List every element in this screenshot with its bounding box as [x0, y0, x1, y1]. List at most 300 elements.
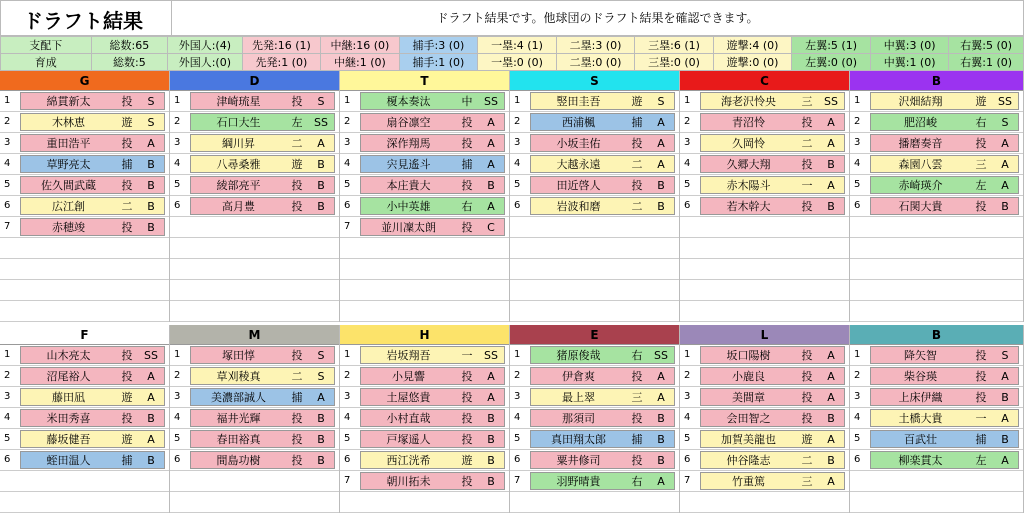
player-row: [510, 238, 679, 259]
player-position: 投: [801, 158, 813, 171]
player-name: 美濃部誠人: [211, 391, 266, 404]
player-rank: B: [487, 454, 495, 467]
player-card[interactable]: [530, 451, 675, 469]
pick-number: 3: [0, 133, 20, 153]
player-position: 二: [801, 137, 813, 150]
player-position: 一: [461, 349, 473, 362]
player-rank: A: [827, 475, 835, 488]
player-rank: A: [487, 370, 495, 383]
player-name: 佐久間武蔵: [41, 179, 96, 192]
player-card[interactable]: [20, 409, 165, 427]
player-row: [850, 196, 1023, 217]
player-rank: A: [657, 158, 665, 171]
pick-number: 6: [340, 196, 360, 216]
player-rank: B: [657, 200, 665, 213]
pick-number: 3: [510, 133, 530, 153]
player-row: [510, 471, 679, 492]
player-rank: S: [1001, 349, 1009, 362]
player-position: 投: [121, 412, 133, 425]
player-name: 田近啓人: [556, 179, 601, 192]
stats-row: [1, 37, 1024, 54]
player-rank: B: [317, 179, 325, 192]
player-rank: B: [147, 200, 155, 213]
player-position: 三: [801, 475, 813, 488]
player-card[interactable]: [360, 113, 505, 131]
player-card[interactable]: [360, 388, 505, 406]
player-card[interactable]: [700, 367, 845, 385]
player-position: 投: [121, 370, 133, 383]
player-rank: A: [657, 370, 665, 383]
pick-number: 5: [680, 175, 700, 195]
player-name: 仲谷隆志: [726, 454, 771, 467]
player-row: [850, 471, 1023, 492]
player-row: [850, 408, 1023, 429]
player-card[interactable]: [360, 155, 505, 173]
player-row: [850, 280, 1023, 301]
player-rank: A: [1001, 454, 1009, 467]
player-position: 遊: [121, 391, 133, 404]
pick-number: 1: [0, 91, 20, 111]
player-name: 草刈稜真: [216, 370, 261, 383]
player-card[interactable]: [20, 430, 165, 448]
player-name: 藤坂健吾: [46, 433, 91, 446]
player-card[interactable]: [700, 472, 845, 490]
pick-number: 1: [850, 345, 870, 365]
player-position: 投: [631, 412, 643, 425]
player-row: [680, 366, 849, 387]
player-rank: A: [487, 200, 495, 213]
player-position: 投: [801, 349, 813, 362]
player-card[interactable]: [530, 197, 675, 215]
player-row: [680, 450, 849, 471]
team-header[interactable]: S: [510, 71, 679, 91]
player-name: 加賀美龍也: [721, 433, 776, 446]
player-card[interactable]: [360, 472, 505, 490]
player-card[interactable]: [360, 409, 505, 427]
player-card[interactable]: [360, 367, 505, 385]
player-name: 米田秀喜: [46, 412, 91, 425]
player-name: 赤穂竣: [52, 221, 85, 234]
player-row: [0, 238, 169, 259]
player-name: 石関大貴: [898, 200, 943, 213]
player-card[interactable]: [700, 430, 845, 448]
stats-cell: 外国人:(4): [168, 37, 243, 54]
player-card[interactable]: [530, 388, 675, 406]
player-rank: S: [317, 95, 325, 108]
pick-number: 2: [0, 112, 20, 132]
player-position: 投: [121, 179, 133, 192]
player-position: 一: [975, 412, 987, 425]
player-rank: B: [827, 412, 835, 425]
player-rank: A: [147, 137, 155, 150]
player-row: [170, 408, 339, 429]
player-rank: A: [1001, 370, 1009, 383]
player-card[interactable]: [530, 92, 675, 110]
player-rank: B: [657, 412, 665, 425]
pick-number: 4: [680, 408, 700, 428]
player-card[interactable]: [530, 472, 675, 490]
player-name: 岩波和磨: [556, 200, 601, 213]
player-name: 藤田凪: [52, 391, 85, 404]
player-name: 久郷大翔: [726, 158, 771, 171]
player-card[interactable]: [870, 346, 1019, 364]
player-rank: B: [147, 412, 155, 425]
player-row: [680, 238, 849, 259]
player-position: 二: [801, 454, 813, 467]
pick-number: 2: [0, 366, 20, 386]
player-card[interactable]: [190, 346, 335, 364]
player-name: 塚田惇: [222, 349, 255, 362]
player-row: [510, 429, 679, 450]
pick-number: 3: [340, 387, 360, 407]
player-position: 投: [291, 179, 303, 192]
pick-number: 5: [340, 175, 360, 195]
player-card[interactable]: [870, 92, 1019, 110]
team-header[interactable]: L: [680, 325, 849, 345]
player-position: 投: [121, 221, 133, 234]
player-card[interactable]: [870, 113, 1019, 131]
pick-number: 1: [340, 91, 360, 111]
player-card[interactable]: [190, 92, 335, 110]
player-card[interactable]: [870, 197, 1019, 215]
player-rank: SS: [654, 349, 668, 362]
pick-number: 5: [510, 429, 530, 449]
player-card[interactable]: [190, 388, 335, 406]
player-row: [680, 471, 849, 492]
player-row: [0, 217, 169, 238]
player-row: [680, 133, 849, 154]
player-card[interactable]: [20, 197, 165, 215]
player-card[interactable]: [700, 409, 845, 427]
stats-cell: 左翼:5 (1): [792, 37, 871, 54]
player-rank: A: [317, 391, 325, 404]
player-position: 投: [975, 370, 987, 383]
player-row: [0, 387, 169, 408]
player-row: [510, 175, 679, 196]
pick-number: 5: [510, 175, 530, 195]
player-row: [170, 154, 339, 175]
player-card[interactable]: [20, 451, 165, 469]
player-card[interactable]: [190, 409, 335, 427]
pick-number: 1: [680, 345, 700, 365]
team-header[interactable]: G: [0, 71, 169, 91]
player-rank: A: [1001, 412, 1009, 425]
player-name: 赤崎瑛介: [898, 179, 943, 192]
team-header[interactable]: F: [0, 325, 169, 345]
player-name: 那須司: [562, 412, 595, 425]
player-row: [170, 387, 339, 408]
player-card[interactable]: [190, 155, 335, 173]
player-card[interactable]: [870, 409, 1019, 427]
pick-number: 6: [510, 196, 530, 216]
player-row: [340, 91, 509, 112]
player-card[interactable]: [190, 134, 335, 152]
player-rank: B: [657, 433, 665, 446]
player-rank: B: [1001, 433, 1009, 446]
player-row: [850, 133, 1023, 154]
player-rank: SS: [998, 95, 1012, 108]
player-name: 綾部亮平: [216, 179, 261, 192]
player-card[interactable]: [530, 409, 675, 427]
stats-cell: 捕手:3 (0): [399, 37, 478, 54]
player-position: 捕: [291, 391, 303, 404]
player-name: 山木亮太: [46, 349, 91, 362]
player-position: 二: [291, 137, 303, 150]
player-name: 西浦楓: [562, 116, 595, 129]
pick-number: 3: [170, 133, 190, 153]
player-card[interactable]: [190, 430, 335, 448]
player-card[interactable]: [870, 451, 1019, 469]
pick-number: 2: [170, 112, 190, 132]
player-card[interactable]: [20, 346, 165, 364]
player-rank: A: [487, 158, 495, 171]
stats-row: [1, 54, 1024, 71]
player-row: [850, 112, 1023, 133]
player-name: 会田智之: [726, 412, 771, 425]
player-card[interactable]: [360, 134, 505, 152]
player-card[interactable]: [700, 92, 845, 110]
player-card[interactable]: [870, 176, 1019, 194]
player-card[interactable]: [20, 176, 165, 194]
player-position: 投: [291, 200, 303, 213]
player-card[interactable]: [530, 134, 675, 152]
player-position: 遊: [121, 116, 133, 129]
pick-number: 5: [0, 175, 20, 195]
player-card[interactable]: [530, 367, 675, 385]
player-name: 八尋桑雅: [216, 158, 261, 171]
player-rank: S: [147, 95, 155, 108]
player-row: [680, 259, 849, 280]
player-name: 津崎琉星: [216, 95, 261, 108]
draft-stats-table: [0, 36, 1024, 71]
player-row: [680, 429, 849, 450]
player-row: [170, 133, 339, 154]
player-row: [340, 492, 509, 513]
player-position: 投: [461, 370, 473, 383]
player-rank: B: [317, 454, 325, 467]
player-name: 肥沼峻: [904, 116, 937, 129]
player-row: [170, 280, 339, 301]
team-header[interactable]: B: [850, 71, 1023, 91]
pick-number: 4: [0, 408, 20, 428]
pick-number: 5: [340, 429, 360, 449]
player-card[interactable]: [700, 451, 845, 469]
player-row: [510, 196, 679, 217]
player-card[interactable]: [360, 346, 505, 364]
player-card[interactable]: [870, 388, 1019, 406]
stats-cell: 育成: [1, 54, 92, 71]
player-rank: C: [487, 221, 495, 234]
player-card[interactable]: [870, 134, 1019, 152]
player-card[interactable]: [190, 197, 335, 215]
player-card[interactable]: [360, 176, 505, 194]
team-header[interactable]: B: [850, 325, 1023, 345]
player-rank: B: [487, 433, 495, 446]
player-row: [510, 217, 679, 238]
player-rank: B: [147, 221, 155, 234]
player-card[interactable]: [360, 197, 505, 215]
player-card[interactable]: [20, 367, 165, 385]
player-name: 草野亮太: [46, 158, 91, 171]
player-card[interactable]: [530, 346, 675, 364]
player-card[interactable]: [20, 113, 165, 131]
player-position: 二: [291, 370, 303, 383]
player-row: [680, 175, 849, 196]
player-name: 播磨奏音: [898, 137, 943, 150]
team-column-D: [170, 71, 340, 322]
player-card[interactable]: [700, 388, 845, 406]
player-row: [680, 387, 849, 408]
player-row: [170, 217, 339, 238]
player-row: [850, 366, 1023, 387]
pick-number: 6: [680, 450, 700, 470]
team-header[interactable]: C: [680, 71, 849, 91]
player-card[interactable]: [360, 430, 505, 448]
player-row: [0, 492, 169, 513]
pick-number: 2: [340, 366, 360, 386]
player-card[interactable]: [700, 346, 845, 364]
team-header[interactable]: D: [170, 71, 339, 91]
pick-number: 5: [170, 175, 190, 195]
pick-number: 4: [340, 154, 360, 174]
player-position: 三: [975, 158, 987, 171]
page-title: ドラフト結果: [0, 0, 172, 36]
player-position: 投: [121, 137, 133, 150]
stats-cell: 先発:1 (0): [242, 54, 321, 71]
pick-number: 1: [510, 91, 530, 111]
player-position: 投: [461, 412, 473, 425]
pick-number: 1: [510, 345, 530, 365]
team-header[interactable]: E: [510, 325, 679, 345]
player-card[interactable]: [190, 176, 335, 194]
pick-number: 6: [0, 196, 20, 216]
pick-number: 4: [510, 154, 530, 174]
player-row: [680, 345, 849, 366]
player-name: 上床伊織: [898, 391, 943, 404]
player-row: [170, 301, 339, 322]
player-name: 海老沢怜央: [721, 95, 776, 108]
player-card[interactable]: [700, 176, 845, 194]
stats-cell: 総数:5: [91, 54, 168, 71]
pick-number: 4: [510, 408, 530, 428]
player-name: 粟井修司: [556, 454, 601, 467]
player-position: 投: [801, 200, 813, 213]
player-row: [850, 175, 1023, 196]
pick-number: 3: [680, 387, 700, 407]
player-position: 二: [631, 158, 643, 171]
player-card[interactable]: [700, 197, 845, 215]
player-row: [170, 492, 339, 513]
player-card[interactable]: [360, 218, 505, 236]
player-name: 赤木陽斗: [726, 179, 771, 192]
player-name: 竹重篤: [732, 475, 765, 488]
player-card[interactable]: [530, 155, 675, 173]
player-row: [510, 492, 679, 513]
player-rank: A: [827, 179, 835, 192]
player-name: 綿貫新太: [46, 95, 91, 108]
player-card[interactable]: [20, 155, 165, 173]
player-rank: A: [827, 116, 835, 129]
player-position: 投: [461, 179, 473, 192]
team-column-L: [680, 325, 850, 513]
player-rank: SS: [314, 116, 328, 129]
player-row: [340, 112, 509, 133]
player-rank: B: [147, 158, 155, 171]
player-name: 降矢智: [904, 349, 937, 362]
player-card[interactable]: [700, 113, 845, 131]
player-rank: B: [827, 454, 835, 467]
pick-number: 6: [340, 450, 360, 470]
player-rank: B: [317, 412, 325, 425]
pick-number: 4: [680, 154, 700, 174]
player-position: 投: [121, 349, 133, 362]
player-name: 小坂圭佑: [556, 137, 601, 150]
player-card[interactable]: [360, 451, 505, 469]
player-card[interactable]: [530, 176, 675, 194]
player-card[interactable]: [700, 134, 845, 152]
player-row: [680, 301, 849, 322]
player-row: [340, 217, 509, 238]
pick-number: 6: [0, 450, 20, 470]
player-row: [850, 91, 1023, 112]
player-name: 柴谷瑛: [904, 370, 937, 383]
player-rank: B: [317, 433, 325, 446]
pick-number: 4: [0, 154, 20, 174]
player-name: 福井光輝: [216, 412, 261, 425]
player-position: 投: [975, 200, 987, 213]
team-column-G: [0, 71, 170, 322]
player-row: [510, 112, 679, 133]
pick-number: 3: [170, 387, 190, 407]
player-card[interactable]: [700, 155, 845, 173]
player-card[interactable]: [870, 367, 1019, 385]
player-card[interactable]: [360, 92, 505, 110]
stats-cell: 先発:16 (1): [242, 37, 321, 54]
player-name: 久岡怜: [732, 137, 765, 150]
player-rank: B: [317, 200, 325, 213]
player-card[interactable]: [530, 113, 675, 131]
player-row: [170, 259, 339, 280]
pick-number: 1: [680, 91, 700, 111]
player-row: [0, 175, 169, 196]
player-position: 右: [461, 200, 473, 213]
player-position: 右: [631, 475, 643, 488]
player-rank: A: [827, 391, 835, 404]
player-card[interactable]: [870, 155, 1019, 173]
player-name: 最上翠: [562, 391, 595, 404]
pick-number: 1: [170, 345, 190, 365]
player-card[interactable]: [20, 388, 165, 406]
team-header[interactable]: M: [170, 325, 339, 345]
player-card[interactable]: [530, 430, 675, 448]
player-card[interactable]: [190, 113, 335, 131]
team-header[interactable]: T: [340, 71, 509, 91]
player-card[interactable]: [190, 451, 335, 469]
player-card[interactable]: [190, 367, 335, 385]
player-rank: A: [827, 137, 835, 150]
stats-cell: 中継:1 (0): [321, 54, 400, 71]
player-row: [510, 280, 679, 301]
player-row: [680, 91, 849, 112]
player-rank: A: [1001, 137, 1009, 150]
team-header[interactable]: H: [340, 325, 509, 345]
player-card[interactable]: [20, 134, 165, 152]
player-card[interactable]: [870, 430, 1019, 448]
player-card[interactable]: [20, 92, 165, 110]
pick-number: 6: [850, 196, 870, 216]
player-card[interactable]: [20, 218, 165, 236]
player-row: [510, 91, 679, 112]
